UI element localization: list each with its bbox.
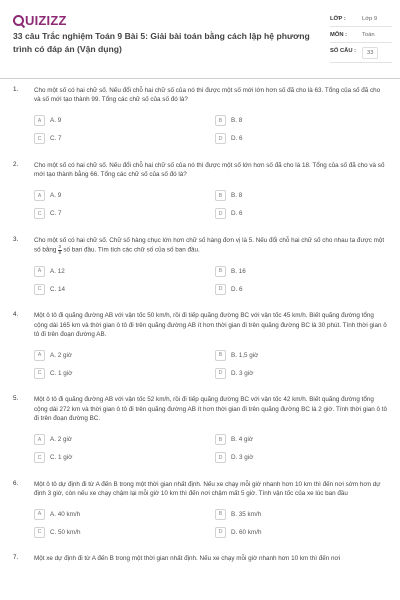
question-7 <box>0 554 400 563</box>
option-b[interactable] <box>215 431 389 449</box>
question-number: 4. <box>13 311 19 319</box>
question-text: Một ô tô đi quãng đường AB với vận tốc 50 km/h, rồi đi tiếp quãng đường BC với vận tốc 45 km/h. Biết quãng đường tổng cộng dài 165 km và thời gian ô tô đi trên quãng đường AB ít hơn thời gian đi trên quãng đường BC là 30 phút. Tính thời gian ô tô đi trên đoạn đường AB. <box>34 312 387 339</box>
quizizz-q-icon <box>13 15 24 26</box>
question-number: 7. <box>13 554 19 562</box>
option-letter: A <box>34 509 45 520</box>
meta-grade <box>330 12 392 27</box>
option-letter: D <box>215 208 226 219</box>
option-c[interactable] <box>34 280 215 298</box>
question-number: 6. <box>13 479 19 487</box>
option-d[interactable] <box>215 449 389 467</box>
option-b[interactable] <box>215 187 389 205</box>
option-letter: B <box>215 509 226 520</box>
fraction: $\frac{3}{8}$ <box>58 244 62 255</box>
answer-options <box>34 346 388 382</box>
option-text: C. 7 <box>50 135 62 143</box>
option-a[interactable] <box>34 262 215 280</box>
meta-subject-value: Toán <box>362 32 375 38</box>
option-letter: D <box>215 368 226 379</box>
question-3 <box>0 236 400 299</box>
option-text: C. 14 <box>50 285 66 293</box>
question-number: 5. <box>13 395 19 403</box>
question-text: Một ô tô đi quãng đường AB với vận tốc 52 km/h, rồi đi tiếp quãng đường BC với vận tốc 42 km/h. Biết quãng đường tổng cộng dài 272 km và thời gian ô tô đi trên quãng đường AB ít hơn thời gian đi trên quãng đường BC là 2 giờ. Tính thời gian ô tô đi trên đoạn đường BC. <box>34 396 387 423</box>
question-5 <box>0 395 400 466</box>
option-letter: C <box>34 208 45 219</box>
option-c[interactable] <box>34 130 215 148</box>
option-d[interactable] <box>215 205 389 223</box>
option-letter: D <box>215 452 226 463</box>
option-letter: A <box>34 434 45 445</box>
header-divider <box>0 78 400 79</box>
option-text: C. 1 giờ <box>50 369 73 377</box>
option-letter: C <box>34 452 45 463</box>
option-text: C. 7 <box>50 210 62 218</box>
question-number: 1. <box>13 86 19 93</box>
option-text: B. 4 giờ <box>231 436 253 444</box>
option-d[interactable] <box>215 130 389 148</box>
option-b[interactable] <box>215 262 389 280</box>
option-letter: B <box>215 434 226 445</box>
option-a[interactable] <box>34 505 215 523</box>
option-letter: A <box>34 266 45 277</box>
option-a[interactable] <box>34 346 215 364</box>
option-text: A. 2 giờ <box>50 436 72 444</box>
option-text: D. 6 <box>231 285 243 293</box>
meta-count <box>330 43 392 63</box>
question-6 <box>0 480 400 542</box>
option-text: A. 12 <box>50 267 65 275</box>
option-letter: A <box>34 115 45 126</box>
option-letter: D <box>215 133 226 144</box>
option-text: B. 8 <box>231 117 243 125</box>
answer-options <box>34 187 388 223</box>
meta-grade-value: Lớp 9 <box>362 16 378 22</box>
option-letter: C <box>34 284 45 295</box>
question-number: 2. <box>13 160 19 168</box>
option-c[interactable] <box>34 205 215 223</box>
option-letter: C <box>34 368 45 379</box>
option-text: A. 2 giờ <box>50 351 72 359</box>
question-number: 3. <box>13 235 19 243</box>
option-text: D. 6 <box>231 135 243 143</box>
question-text: Cho một số có hai chữ số. Nếu đổi chỗ hai chữ số của nó thì được một số mới lớn hơn số đã cho là 63. Tổng của số đã cho và số mới tạo thành 99. Tổng các chữ số của số đó là? <box>34 87 381 104</box>
question-text: Cho một số có hai chữ số. Chữ số hàng chục lớn hơn chữ số hàng đơn vị là 5. Nếu đổi chỗ hai chữ số cho nhau ta được một số bằng $\frac{3}{8}$ số ban đầu. Tìm tích các chữ số của số ban đầu. <box>34 236 385 255</box>
option-letter: B <box>215 350 226 361</box>
meta-subject <box>330 27 392 43</box>
option-text: C. 1 giờ <box>50 454 73 462</box>
option-c[interactable] <box>34 449 215 467</box>
option-d[interactable] <box>215 280 389 298</box>
option-letter: C <box>34 527 45 538</box>
meta-count-value: 33 <box>362 47 378 59</box>
question-2 <box>0 161 400 223</box>
question-text: Một xe dự định đi từ A đến B trong một thời gian nhất định. Nếu xe chạy mỗi giờ nhanh hơn 10 km thì đến nơi <box>34 555 341 563</box>
option-text: D. 3 giờ <box>231 454 254 462</box>
option-text: B. 16 <box>231 267 246 275</box>
option-text: D. 60 km/h <box>231 528 262 536</box>
option-letter: A <box>34 350 45 361</box>
question-text: Một ô tô dự định đi từ A đến B trong một thời gian nhất định. Nếu xe chạy mỗi giờ nhanh hơn 10 km thì đến nơi sớm hơn dự định 3 giờ, còn nếu xe chạy chậm lại mỗi giờ 10 km thì đến nơi chậm mất 5 giờ. Tính vận tốc của xe lúc ban đầu <box>34 480 381 498</box>
option-letter: B <box>215 190 226 201</box>
meta-grade-label: LỚP : <box>330 16 346 22</box>
option-text: A. 9 <box>50 192 62 200</box>
option-text: B. 8 <box>231 192 243 200</box>
option-letter: B <box>215 266 226 277</box>
answer-options <box>34 431 388 467</box>
option-letter: B <box>215 115 226 126</box>
answer-options <box>34 112 388 148</box>
option-text: D. 6 <box>231 210 243 218</box>
worksheet-header <box>0 0 400 78</box>
worksheet-meta <box>330 12 392 63</box>
option-text: A. 9 <box>50 117 62 125</box>
question-4 <box>0 311 400 382</box>
option-letter: C <box>34 133 45 144</box>
question-text: Cho một số có hai chữ số. Nếu đổi chỗ hai chữ số của nó thì được một số lớn hơn số đã cho là 18. Tổng của số đã cho và số mới tạo thành bằng 66. Tổng các chữ số của số đó là? <box>34 161 385 179</box>
option-text: B. 35 km/h <box>231 510 262 518</box>
answer-options <box>34 505 388 541</box>
quizizz-logo: UIZIZZ <box>13 13 67 28</box>
option-text: B. 1,5 giờ <box>231 351 259 359</box>
option-a[interactable] <box>34 112 215 130</box>
option-d[interactable] <box>215 523 389 541</box>
worksheet-title: 33 câu Trắc nghiệm Toán 9 Bài 5: Giải bài toán bằng cách lập hệ phương trình có đáp án (Vận dụng) <box>13 31 310 54</box>
option-b[interactable] <box>215 505 389 523</box>
option-c[interactable] <box>34 364 215 382</box>
option-letter: D <box>215 527 226 538</box>
answer-options <box>34 262 388 298</box>
option-text: D. 3 giờ <box>231 369 254 377</box>
option-text: A. 40 km/h <box>50 510 81 518</box>
option-b[interactable] <box>215 346 389 364</box>
option-b[interactable] <box>215 112 389 130</box>
option-d[interactable] <box>215 364 389 382</box>
option-letter: A <box>34 190 45 201</box>
option-a[interactable] <box>34 431 215 449</box>
meta-subject-label: MÔN : <box>330 32 348 38</box>
meta-count-label: SỐ CÂU : <box>330 48 357 54</box>
option-text: C. 50 km/h <box>50 528 81 536</box>
option-c[interactable] <box>34 523 215 541</box>
question-1 <box>0 86 400 148</box>
option-a[interactable] <box>34 187 215 205</box>
option-letter: D <box>215 284 226 295</box>
question-list <box>0 86 400 577</box>
